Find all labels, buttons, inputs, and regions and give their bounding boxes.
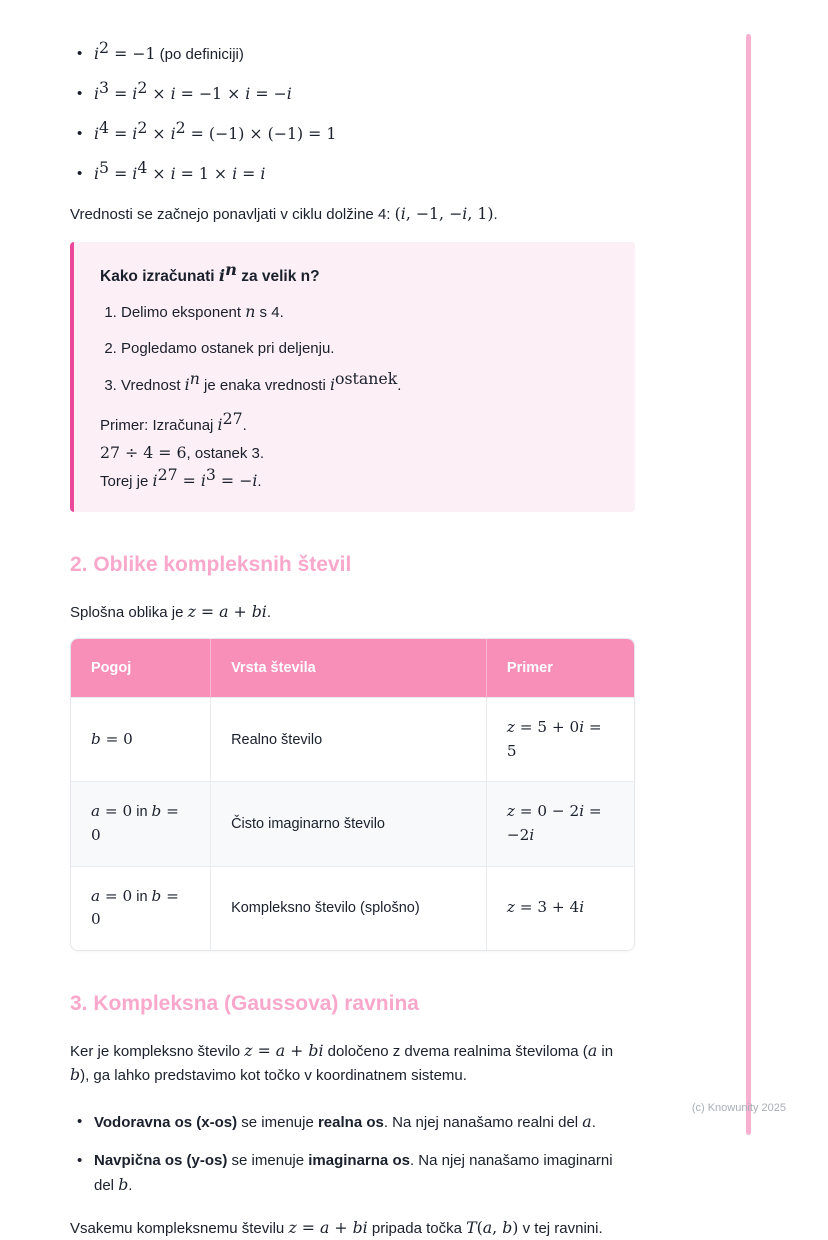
powers-of-i-list xyxy=(70,38,635,187)
section-3-heading: 3. Kompleksna (Gaussova) ravnina xyxy=(70,991,419,1015)
formula-i3: $i^3 = i^2 \times i = -1 \times i = -i$ xyxy=(94,78,292,103)
cell-pogoj: a = 0 in b = 0 xyxy=(71,866,211,950)
general-form-paragraph: Splošna oblika je z = a + bi. xyxy=(70,602,272,622)
example-line: 27 ÷ 4 = 6, ostanek 3. xyxy=(100,443,265,463)
cell-pogoj: a = 0 in b = 0 xyxy=(71,782,211,866)
list-item xyxy=(94,118,635,147)
axes-list xyxy=(70,1110,635,1198)
column-header-primer: Primer xyxy=(486,639,634,698)
gauss-plane-intro: Ker je kompleksno število z = a + bi določeno z dvema realnima številoma (a in b), ga lahko predstavimo kot točko v koordinatnem sistemu. xyxy=(70,1040,614,1085)
callout-steps-list xyxy=(100,300,607,398)
column-header-pogoj: Pogoj xyxy=(71,639,211,698)
list-item: 1. Delimo eksponent n s 4. xyxy=(121,300,607,325)
example-line: Torej je $i^{27} = i^3 = -i$. xyxy=(100,465,262,491)
cell-primer: z = 5 + 0i = 5 xyxy=(486,698,634,782)
cell-vrsta: Realno število xyxy=(211,698,487,782)
column-header-vrsta: Vrsta števila xyxy=(211,639,487,698)
cell-vrsta: Kompleksno število (splošno) xyxy=(211,866,487,950)
list-item xyxy=(94,1110,635,1135)
document-content xyxy=(70,34,635,1240)
callout-box xyxy=(70,242,635,512)
x-axis-bullet: Vodoravna os (x-os) se imenuje realna os. Na njej nanašamo realni del a. xyxy=(94,1111,596,1131)
list-item xyxy=(94,38,635,67)
cell-primer: z = 3 + 4i xyxy=(486,866,634,950)
copyright-footer: (c) Knowunity 2025 xyxy=(691,1102,786,1114)
table-row xyxy=(71,782,634,866)
list-item xyxy=(94,78,635,107)
vertical-accent-bar xyxy=(746,34,751,1135)
formula-i5: $i^5 = i^4 \times i = 1 \times i = i$ xyxy=(94,158,266,183)
cell-vrsta: Čisto imaginarno število xyxy=(211,782,487,866)
list-item xyxy=(94,1149,635,1198)
table-row xyxy=(71,866,634,950)
table-header-row xyxy=(71,639,634,698)
formula-i4: $i^4 = i^2 \times i^2 = (-1) \times (-1) = 1$ xyxy=(94,118,337,143)
table-row xyxy=(71,698,634,782)
number-forms-table xyxy=(70,638,635,951)
callout-title: Kako izračunati $i^n$ za velik n? xyxy=(100,260,320,286)
y-axis-bullet: Navpična os (y-os) se imenuje imaginarna os. Na njej nanašamo imaginarni del b. xyxy=(94,1151,613,1194)
cell-pogoj: b = 0 xyxy=(71,698,211,782)
cycle-paragraph: Vrednosti se začnejo ponavljati v ciklu dolžine 4: (i, −1, −i, 1). xyxy=(70,204,498,223)
section-2-heading: 2. Oblike kompleksnih števil xyxy=(70,553,352,577)
list-item xyxy=(94,158,635,187)
list-item: 3. Vrednost $i^n$ je enaka vrednosti $i^{ostanek}$. xyxy=(121,373,607,398)
conclusion-paragraph: Vsakemu kompleksnemu številu z = a + bi pripada točka T(a, b) v tej ravnini. xyxy=(70,1217,603,1237)
list-item: 2. Pogledamo ostanek pri deljenju. xyxy=(121,337,607,361)
cell-primer: z = 0 − 2i = −2i xyxy=(486,782,634,866)
example-line: Primer: Izračunaj $i^{27}$. xyxy=(100,409,247,435)
formula-i2: $i^2 = -1$ (po definiciji) xyxy=(94,38,244,63)
